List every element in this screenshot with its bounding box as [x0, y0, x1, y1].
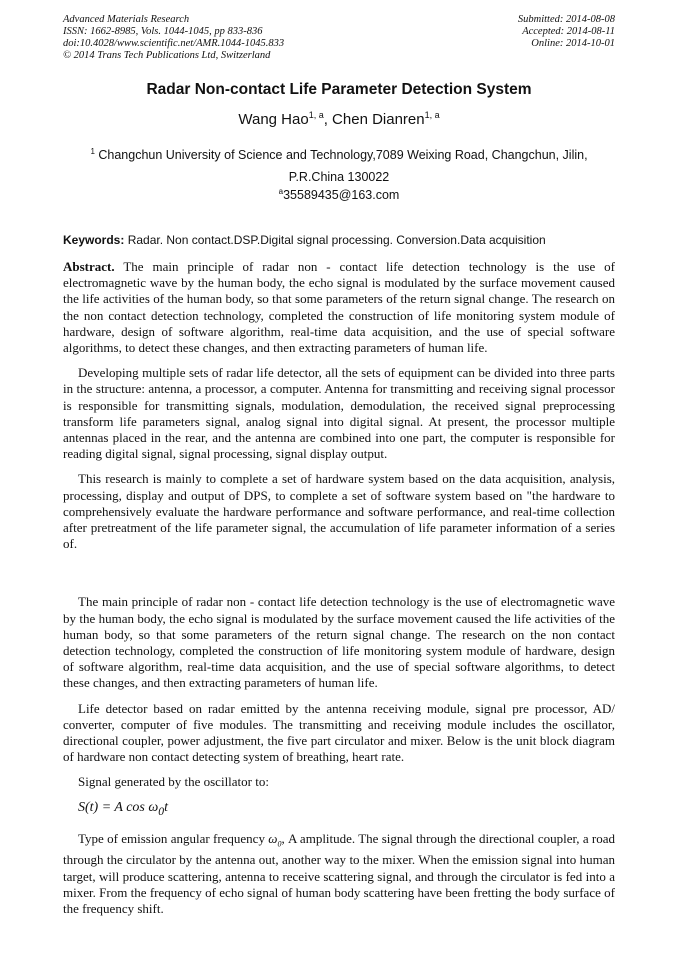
journal-info	[63, 14, 284, 62]
body-paragraph-2: This research is mainly to complete a set of hardware system based on the data acquisition, analysis, processing, display and output of DPS, to complete a set of software system based on "the hardware to comprehensively evaluate the hardware performance and software performance, and real-time collection after pretreatment of the life parameter signal, the accumulation of life parameter information of a series of.	[63, 471, 615, 552]
author-2: Chen Dianren	[332, 111, 425, 128]
affiliation-marker: 1	[90, 147, 95, 156]
copyright-line: © 2014 Trans Tech Publications Ltd, Switzerland	[63, 50, 271, 61]
affiliation-line-2: P.R.China 130022	[288, 170, 390, 185]
author-1: Wang Hao	[238, 111, 309, 128]
body-paragraph-4: Life detector based on radar emitted by the antenna receiving module, signal pre processor, AD/ converter, computer of five modules. The transmitting and receiving module includes the oscillator, directional coupler, power adjustment, the five part circulator and mixer. Below is the unit block diagram of hardware non contact detecting system of breathing, heart rate.	[63, 700, 615, 765]
body-paragraph-3: The main principle of radar non - contact life detection technology is the use of electromagnetic wave by the human body, the echo signal is modulated by the surface movement caused the life activities of the human body, so that some parameters of the return signal change. The research on the non contact detection technology, completed the construction of life monitoring system module of hardware, design of software algorithm, real-time data acquisition, and the use of special software algorithms, to detect these changes, and then extracting parameters of human life.	[63, 594, 615, 691]
abstract-label: Abstract.	[63, 259, 115, 274]
formula-rhs: t	[164, 799, 168, 815]
abstract-text: The main principle of radar non - contact life detection technology is the use of electromagnetic wave by the human body, the echo signal is modulated by the surface movement caused the life activities of the human body, so that some parameters of the return signal change. The research on the non contact detection technology, completed the construction of life monitoring system module of hardware, design of software algorithm, real-time data acquisition, and the use of special software algorithms, to detect these changes, and then extracting parameters of human life.	[63, 259, 615, 356]
formula-lhs: S(t) = A cos ω	[78, 799, 159, 815]
omega-subscript: 0	[277, 839, 282, 849]
paragraph-6-start: Type of emission angular frequency	[78, 830, 269, 846]
keywords-text: Radar. Non contact.DSP.Digital signal processing. Conversion.Data acquisition	[124, 233, 546, 247]
signal-formula	[78, 800, 615, 820]
paper-body	[63, 259, 615, 926]
omega-letter: ω	[268, 830, 278, 846]
author-line	[0, 110, 678, 128]
submitted-date: Submitted: 2014-08-08	[517, 14, 615, 25]
paragraph-6-end: , A amplitude. The signal through the directional coupler, a road through the circulator by the antenna out, another way to the mixer. When the emission signal into human target, will produce scattering, antenna to receive scattering signal, and through the circulator is fed into a mixer. From the frequency of echo signal of human body scattering have been fretting the body surface of the frequency shift.	[63, 830, 615, 917]
keywords	[63, 233, 615, 247]
email-address: 35589435@163.com	[283, 188, 400, 203]
issn-line: ISSN: 1662-8985, Vols. 1044-1045, pp 833-836	[63, 26, 263, 37]
omega-symbol	[268, 830, 282, 849]
affiliation-line-1: Changchun University of Science and Technology,7089 Weixing Road, Changchun, Jilin,	[94, 148, 588, 163]
body-paragraph-5: Signal generated by the oscillator to:	[78, 774, 269, 790]
doi-line: doi:10.4028/www.scientific.net/AMR.1044-1045.833	[63, 38, 285, 49]
submission-dates	[518, 14, 615, 50]
journal-name: Advanced Materials Research	[63, 14, 190, 25]
formula-subscript: 0	[158, 804, 165, 818]
email-line	[0, 187, 678, 202]
keywords-label: Keywords:	[63, 233, 125, 247]
body-paragraph-1: Developing multiple sets of radar life detector, all the sets of equipment can be divided into three parts in the structure: antenna, a processor, a computer. Antenna for transmitting and receiving signal processor is responsible for transmitting signals, modulation, demodulation, the received signal preprocessing transform life parameters signal, analog signal into digital signal. At present, the processor multiple antennas placed in the rear, and the antenna are combined into one part, the computer is responsible for reading digital signal, signal processing, signal display output.	[63, 365, 615, 462]
online-date: Online: 2014-10-01	[531, 38, 615, 49]
paper-title: Radar Non-contact Life Parameter Detection System	[146, 81, 532, 98]
author-separator: ,	[323, 111, 333, 128]
accepted-date: Accepted: 2014-08-11	[522, 26, 615, 37]
affiliation	[70, 141, 608, 188]
author-1-affil: 1, a	[308, 110, 324, 120]
body-paragraph-6	[63, 831, 615, 918]
abstract-paragraph	[63, 259, 615, 356]
author-2-affil: 1, a	[424, 110, 440, 120]
email-marker: a	[278, 187, 284, 196]
